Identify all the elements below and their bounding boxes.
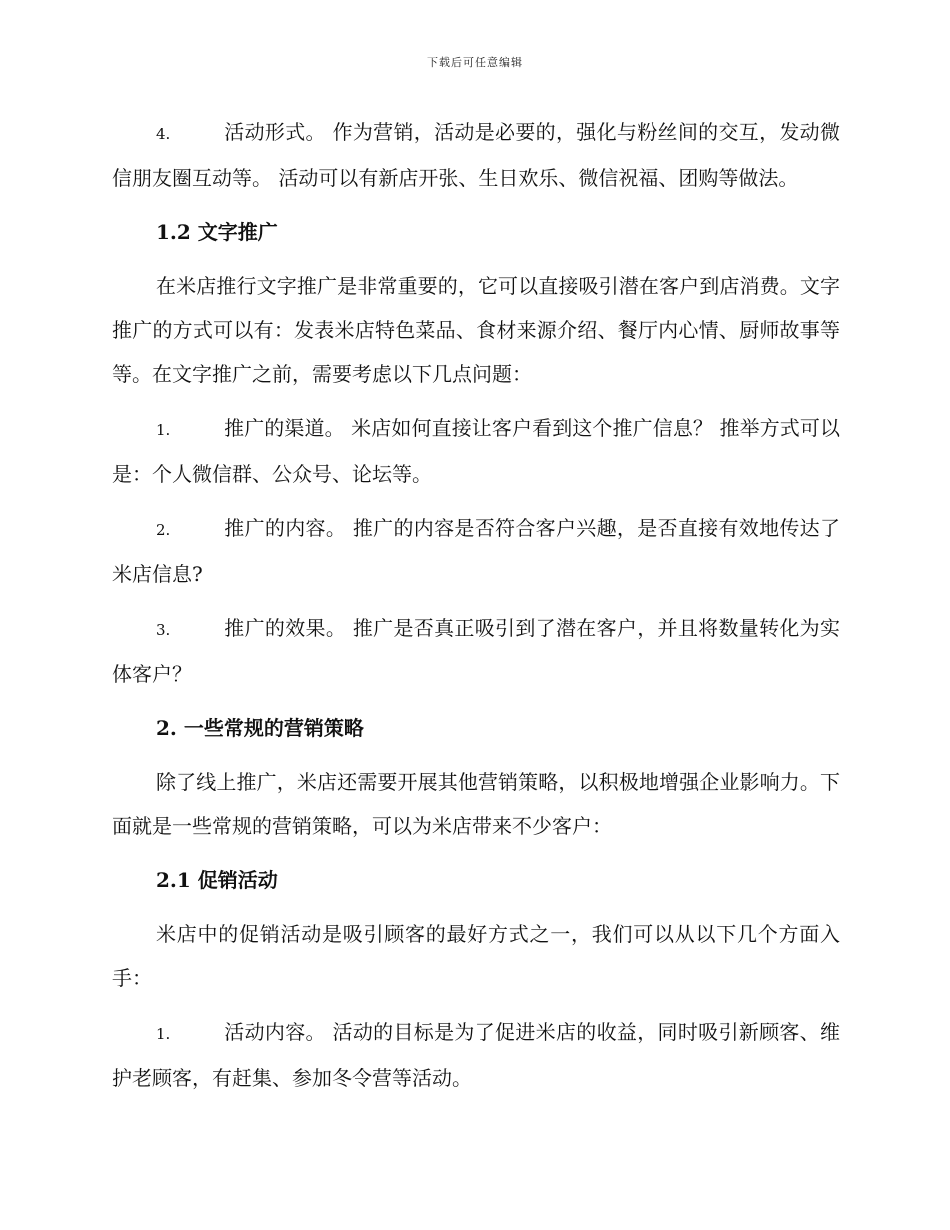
page-header: 下载后可任意编辑 [427, 56, 523, 69]
paragraph: 米店中的促销活动是吸引顾客的最好方式之一，我们可以从以下几个方面入手： [112, 922, 840, 990]
list-item [112, 110, 840, 200]
list-item [112, 406, 840, 496]
list-item-text: 推广的渠道。 米店如何直接让客户看到这个推广信息？ 推举方式可以是：个人微信群、公众号、论坛等。 [112, 416, 840, 486]
list-item [112, 606, 840, 696]
list-item-text: 活动形式。 作为营销，活动是必要的，强化与粉丝间的交互，发动微信朋友圈互动等。 活动可以有新店开张、生日欢乐、微信祝福、团购等做法。 [112, 120, 840, 190]
section-heading: 1.2 文字推广 [156, 220, 278, 244]
section-heading: 2. 一些常规的营销策略 [156, 716, 364, 740]
list-item-text: 推广的效果。 推广是否真正吸引到了潜在客户，并且将数量转化为实体客户？ [112, 616, 840, 686]
paragraph: 除了线上推广，米店还需要开展其他营销策略，以积极地增强企业影响力。下面就是一些常规的营销策略，可以为米店带来不少客户： [112, 770, 840, 838]
list-item-number: 1. [156, 421, 171, 439]
list-item [112, 1010, 840, 1100]
list-item [112, 506, 840, 596]
list-item-text: 活动内容。 活动的目标是为了促进米店的收益，同时吸引新顾客、维护老顾客，有赶集、参加冬令营等活动。 [112, 1020, 840, 1090]
list-item-number: 3. [156, 621, 171, 639]
list-item-text: 推广的内容。 推广的内容是否符合客户兴趣，是否直接有效地传达了米店信息? [112, 516, 840, 586]
list-item-number: 1. [156, 1025, 171, 1043]
list-item-number: 4. [156, 125, 171, 143]
list-item-number: 2. [156, 521, 171, 539]
document-body [112, 110, 840, 1110]
paragraph: 在米店推行文字推广是非常重要的，它可以直接吸引潜在客户到店消费。文字推广的方式可以有：发表米店特色菜品、食材来源介绍、餐厅内心情、厨师故事等等。在文字推广之前，需要考虑以下几点问题： [112, 274, 840, 386]
section-heading: 2.1 促销活动 [156, 868, 278, 892]
